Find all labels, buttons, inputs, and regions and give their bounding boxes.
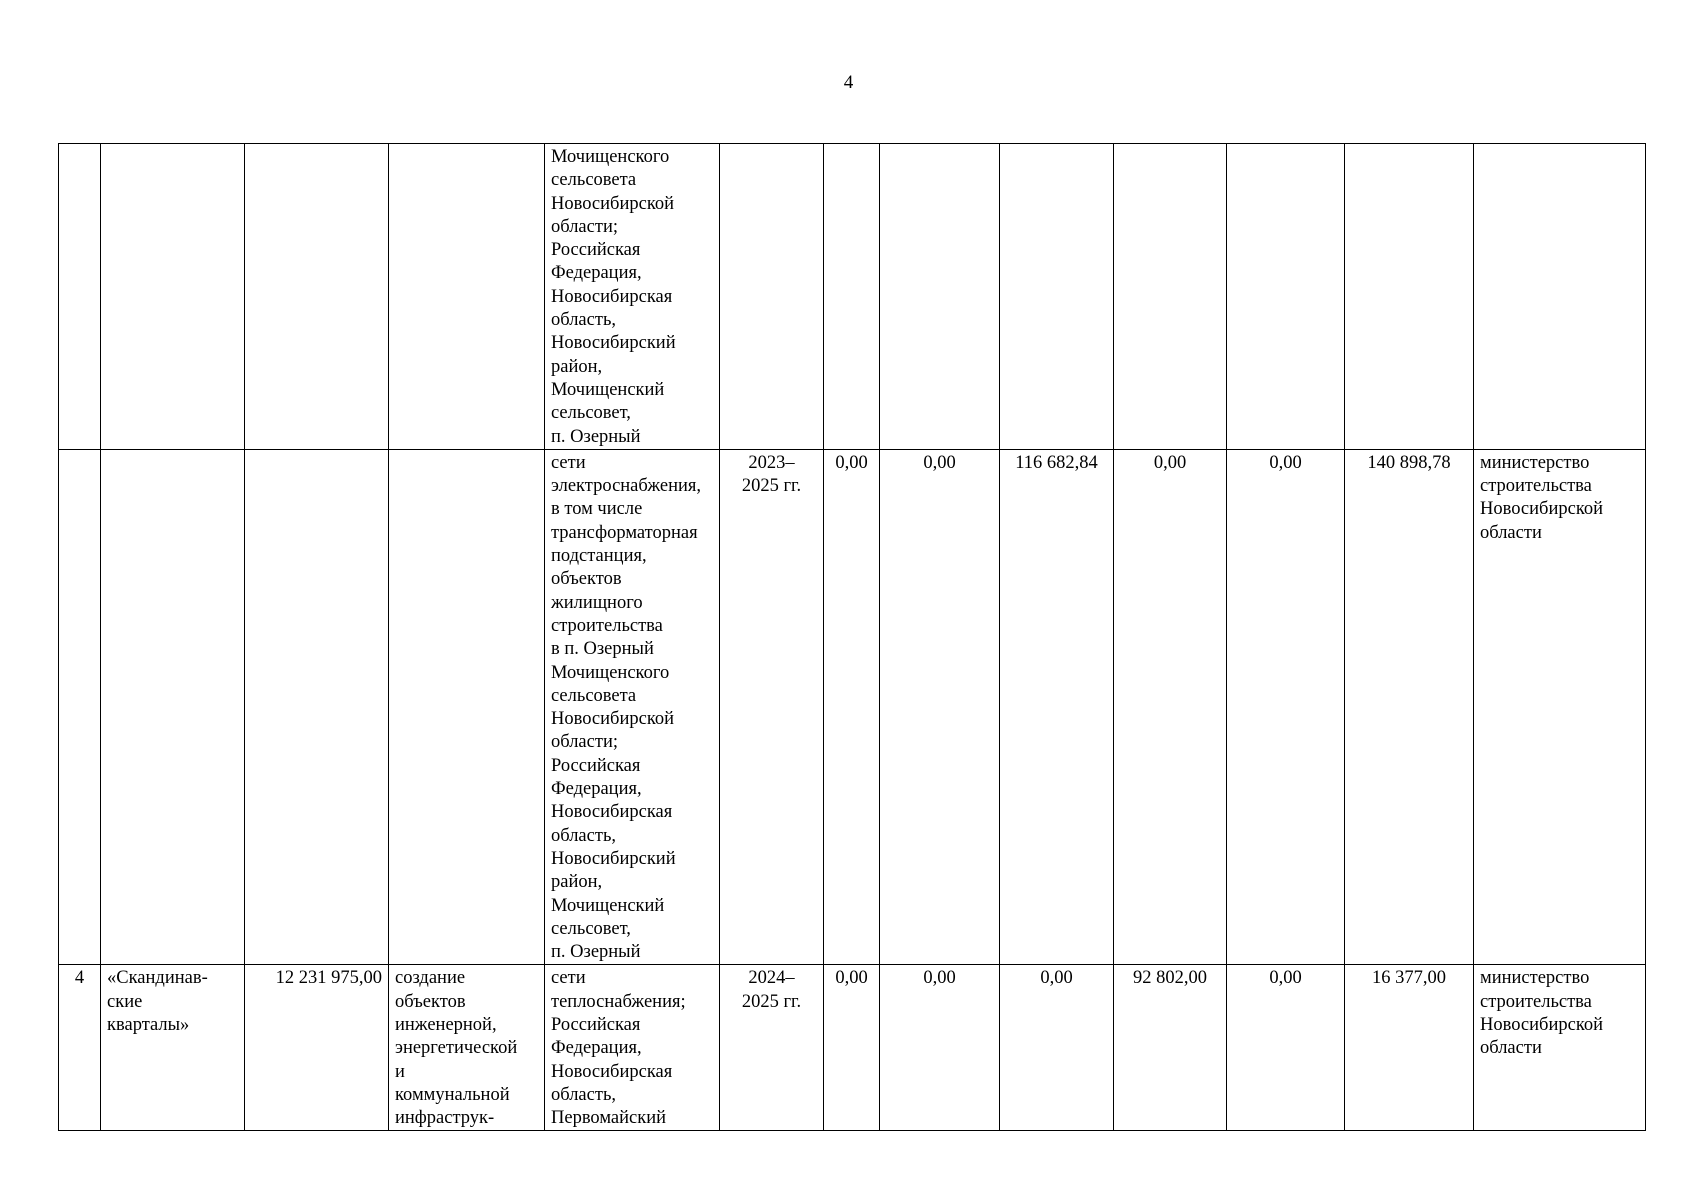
table-row <box>59 449 1646 965</box>
cell-value-6 <box>1345 144 1474 450</box>
cell-value-5: 0,00 <box>1227 449 1345 965</box>
cell-cost <box>245 144 389 450</box>
cell-number: 4 <box>59 965 101 1131</box>
cell-project: «Скандинав- ские кварталы» <box>101 965 245 1131</box>
cell-executor: министерство строительства Новосибирской области <box>1474 449 1646 965</box>
cell-executor <box>1474 144 1646 450</box>
cell-value-4: 92 802,00 <box>1114 965 1227 1131</box>
cell-object: Мочищенского сельсовета Новосибирской области; Российская Федерация, Новосибирская область, Новосибирский район, Мочищенский сельсовет, п. Озерный <box>545 144 720 450</box>
cell-purpose <box>389 449 545 965</box>
cell-value-3 <box>1000 144 1114 450</box>
cell-value-6: 140 898,78 <box>1345 449 1474 965</box>
cell-value-4 <box>1114 144 1227 450</box>
cell-cost <box>245 449 389 965</box>
cell-value-5: 0,00 <box>1227 965 1345 1131</box>
cell-object: сети электроснабжения, в том числе трансформаторная подстанция, объектов жилищного строительства в п. Озерный Мочищенского сельсовета Новосибирской области; Российская Федерация, Новосибирская область, Новосибирский район, Мочищенский сельсовет, п. Озерный <box>545 449 720 965</box>
cell-value-3: 116 682,84 <box>1000 449 1114 965</box>
cell-value-1: 0,00 <box>824 449 880 965</box>
cell-value-1: 0,00 <box>824 965 880 1131</box>
data-table <box>58 143 1646 1131</box>
table-row <box>59 144 1646 450</box>
table-row <box>59 965 1646 1131</box>
cell-purpose: создание объектов инженерной, энергетической и коммунальной инфраструк- <box>389 965 545 1131</box>
cell-period: 2024– 2025 гг. <box>720 965 824 1131</box>
page-number: 4 <box>843 72 854 93</box>
cell-executor: министерство строительства Новосибирской области <box>1474 965 1646 1131</box>
cell-value-3: 0,00 <box>1000 965 1114 1131</box>
cell-project <box>101 449 245 965</box>
cell-value-5 <box>1227 144 1345 450</box>
cell-number <box>59 144 101 450</box>
cell-object: сети теплоснабжения; Российская Федерация, Новосибирская область, Первомайский <box>545 965 720 1131</box>
cell-value-2: 0,00 <box>880 449 1000 965</box>
cell-period: 2023– 2025 гг. <box>720 449 824 965</box>
cell-period <box>720 144 824 450</box>
cell-purpose <box>389 144 545 450</box>
cell-value-4: 0,00 <box>1114 449 1227 965</box>
cell-value-2: 0,00 <box>880 965 1000 1131</box>
cell-value-1 <box>824 144 880 450</box>
cell-number <box>59 449 101 965</box>
cell-value-2 <box>880 144 1000 450</box>
cell-project <box>101 144 245 450</box>
cell-value-6: 16 377,00 <box>1345 965 1474 1131</box>
cell-cost: 12 231 975,00 <box>245 965 389 1131</box>
